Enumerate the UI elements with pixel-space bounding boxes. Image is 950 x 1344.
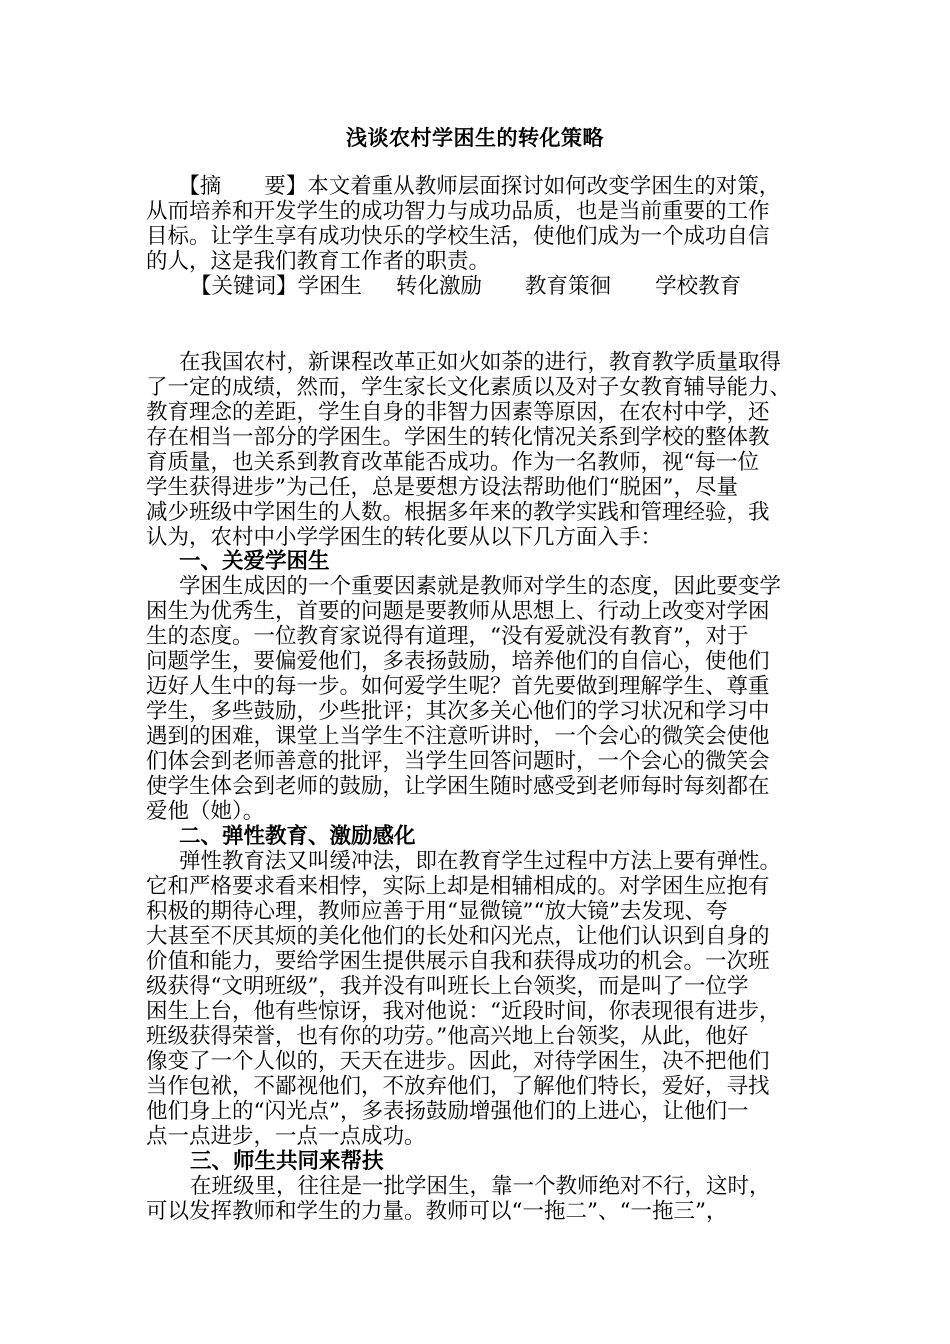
section-line: 困生为优秀生，首要的问题是要教师从思想上、行动上改变对学困 <box>146 599 770 624</box>
section-heading: 二、弹性教育、激励感化 <box>179 824 416 849</box>
document-title: 浅谈农村学困生的转化策略 <box>346 125 604 150</box>
intro-line: 认为，农村中小学学困生的转化要从以下几方面入手： <box>146 525 663 550</box>
section-line: 积极的期待心理，教师应善于用“显微镜”“放大镜”去发现、夸 <box>146 899 728 924</box>
keyword-item: 学困生 <box>297 274 363 299</box>
intro-line: 了一定的成绩，然而，学生家长文化素质以及对子女教育辅导能力、 <box>146 375 792 400</box>
abstract-line: 的人，这是我们教育工作者的职责。 <box>146 249 491 274</box>
keywords-label: 【关键词】 <box>190 274 298 299</box>
keywords-line <box>190 274 741 300</box>
abstract-line: 【摘 要】本文着重从教师层面探讨如何改变学困生的对策， <box>146 174 781 199</box>
section-line: 班级获得荣誉，也有你的功劳。”他高兴地上台领奖，从此，他好 <box>146 1024 749 1049</box>
intro-line: 在我国农村，新课程改革正如火如荼的进行，教育教学质量取得 <box>179 350 782 375</box>
section-line: 们体会到老师善意的批评，当学生回答问题时，一个会心的微笑会 <box>146 749 770 774</box>
section-line: 在班级里，往往是一批学困生，靠一个教师绝对不行，这时， <box>190 1174 771 1199</box>
abstract-line: 从而培养和开发学生的成功智力与成功品质，也是当前重要的工作 <box>146 199 770 224</box>
section-line: 价值和能力，要给学困生提供展示自我和获得成功的机会。一次班 <box>146 949 770 974</box>
section-line: 当作包袱，不鄙视他们，不放弃他们，了解他们特长，爱好，寻找 <box>146 1074 770 1099</box>
section-line: 迈好人生中的每一步。如何爱学生呢？首先要做到理解学生、尊重 <box>146 674 770 699</box>
intro-line: 教育理念的差距，学生自身的非智力因素等原因，在农村中学，还 <box>146 400 770 425</box>
section-line: 弹性教育法又叫缓冲法，即在教育学生过程中方法上要有弹性。 <box>179 849 782 874</box>
section-line: 级获得“文明班级”，我并没有叫班长上台领奖，而是叫了一位学 <box>146 974 749 999</box>
keyword-item: 教育策徊 <box>525 274 612 299</box>
intro-line: 存在相当一部分的学困生。学困生的转化情况关系到学校的整体教 <box>146 425 770 450</box>
section-line: 使学生体会到老师的鼓励，让学困生随时感受到老师每时每刻都在 <box>146 774 770 799</box>
abstract-line: 目标。让学生享有成功快乐的学校生活，使他们成为一个成功自信 <box>146 224 770 249</box>
intro-line: 育质量，也关系到教育改革能否成功。作为一名教师，视“每一位 <box>146 450 759 475</box>
intro-line: 学生获得进步”为己任，总是要想方设法帮助他们“脱困”，尽量 <box>146 475 738 500</box>
section-line: 他们身上的“闪光点”，多表扬鼓励增强他们的上进心，让他们一 <box>146 1099 749 1124</box>
keyword-item: 学校教育 <box>655 274 742 299</box>
section-line: 它和严格要求看来相悖，实际上却是相辅相成的。对学困生应抱有 <box>146 874 770 899</box>
section-line: 大甚至不厌其烦的美化他们的长处和闪光点，让他们认识到自身的 <box>146 924 770 949</box>
section-line: 困生上台，他有些惊讶，我对他说：“近段时间，你表现很有进步， <box>146 999 781 1024</box>
section-line: 遇到的困难，课堂上当学生不注意听讲时，一个会心的微笑会使他 <box>146 724 770 749</box>
section-line: 爱他（她）。 <box>146 799 265 824</box>
keyword-item: 转化激励 <box>396 274 483 299</box>
section-line: 学困生成因的一个重要因素就是教师对学生的态度，因此要变学 <box>179 574 782 599</box>
section-heading: 一、关爱学困生 <box>179 549 330 574</box>
section-line: 像变了一个人似的，天天在进步。因此，对待学困生，决不把他们 <box>146 1049 770 1074</box>
section-line: 问题学生，要偏爱他们，多表扬鼓励，培养他们的自信心，使他们 <box>146 649 770 674</box>
section-line: 生的态度。一位教育家说得有道理，“没有爱就没有教育”，对于 <box>146 624 749 649</box>
intro-line: 减少班级中学困生的人数。根据多年来的教学实践和管理经验，我 <box>146 500 770 525</box>
section-line: 点一点进步，一点一点成功。 <box>146 1124 426 1149</box>
section-line: 学生，多些鼓励，少些批评；其次多关心他们的学习状况和学习中 <box>146 699 770 724</box>
section-line: 可以发挥教师和学生的力量。教师可以“一拖二”、“一拖三”， <box>146 1199 728 1224</box>
section-heading: 三、师生共同来帮扶 <box>190 1149 384 1174</box>
